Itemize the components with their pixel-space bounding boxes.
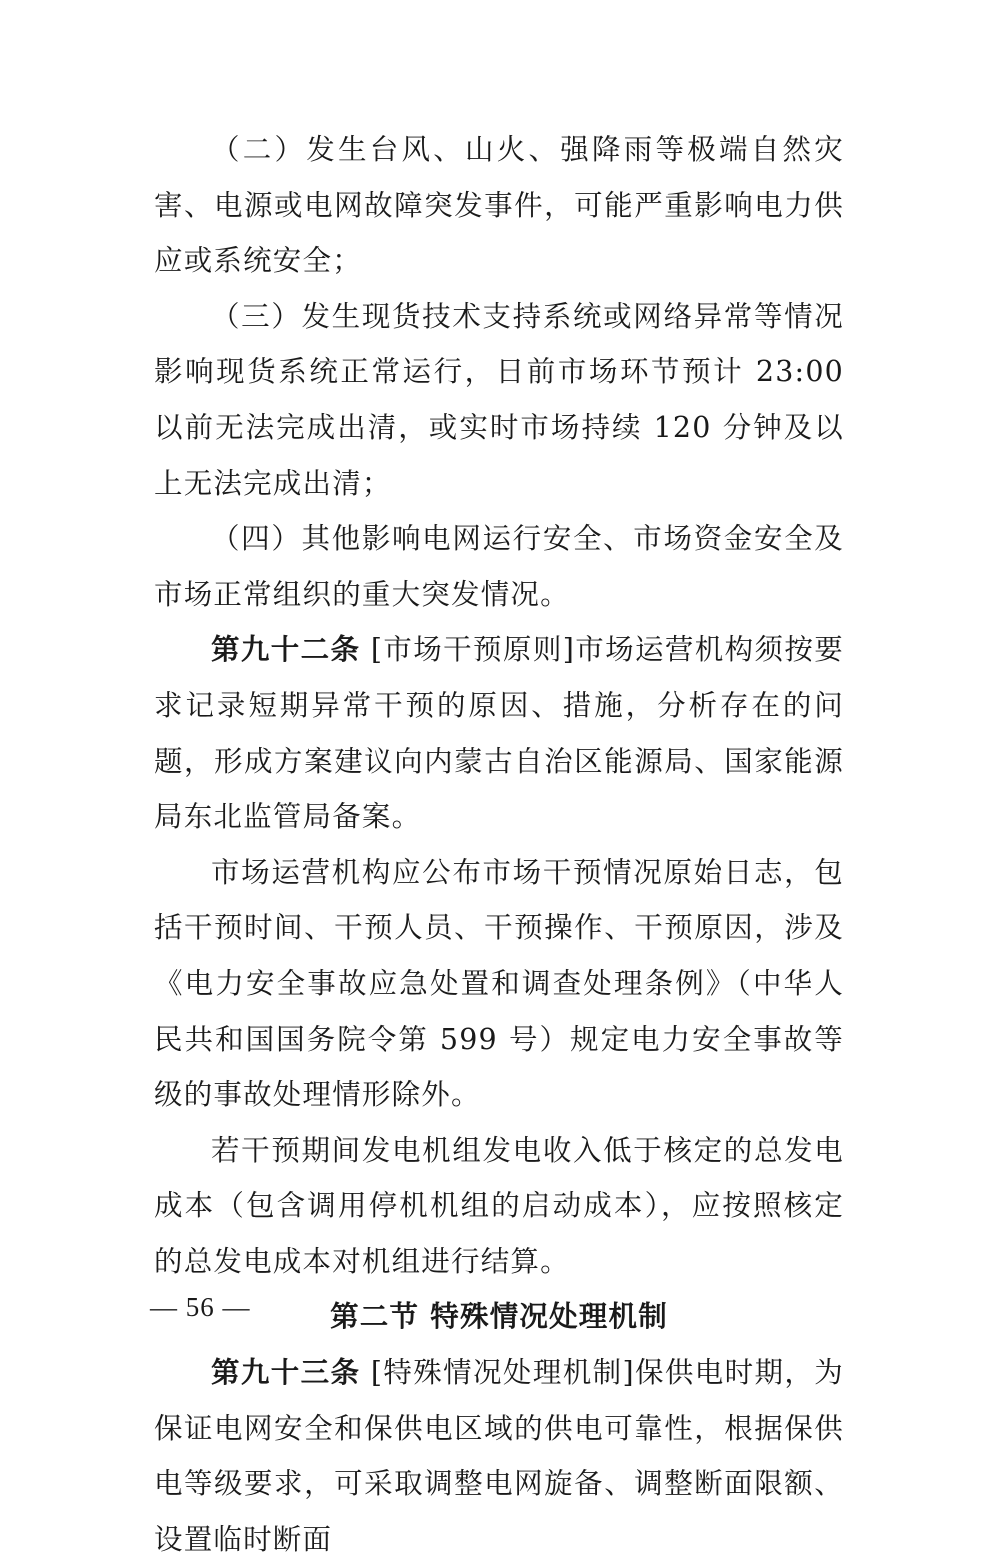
section-title: 第二节 特殊情况处理机制 xyxy=(330,1299,668,1334)
article-92-heading: 第九十二条 xyxy=(211,632,361,667)
article-92-body: [市场干预原则]市场运营机构须按要求记录短期异常干预的原因、措施，分析存在的问题，形成方案建议向内蒙古自治区能源局、国家能源局东北监管局备案。 xyxy=(154,633,844,834)
paragraph-item-4: （四）其他影响电网运行安全、市场资金安全及市场正常组织的重大突发情况。 xyxy=(154,522,844,611)
article-93 xyxy=(154,1345,844,1567)
document-body xyxy=(154,122,844,1567)
paragraph-item-2: （二）发生台风、山火、强降雨等极端自然灾害、电源或电网故障突发事件，可能严重影响电力供应或系统安全； xyxy=(154,133,844,278)
article-93-body: [特殊情况处理机制]保供电时期，为保证电网安全和保供电区域的供电可靠性，根据保供电等级要求，可采取调整电网旋备、调整断面限额、设置临时断面 xyxy=(154,1356,844,1556)
article-92-disclosure-paragraph: 市场运营机构应公布市场干预情况原始日志，包括干预时间、干预人员、干预操作、干预原因，涉及《电力安全事故应急处置和调查处理条例》（中华人民共和国国务院令第 599 号）规定电力安全事故等级的事故处理情形除外。 xyxy=(154,855,844,1112)
article-92 xyxy=(154,622,844,844)
article-92-settlement-paragraph: 若干预期间发电机组发电收入低于核定的总发电成本（包含调用停机机组的启动成本），应按照核定的总发电成本对机组进行结算。 xyxy=(154,1133,844,1278)
paragraph-item-3: （三）发生现货技术支持系统或网络异常等情况影响现货系统正常运行，日前市场环节预计 23:00 以前无法完成出清，或实时市场持续 120 分钟及以上无法完成出清； xyxy=(154,299,844,500)
article-93-heading: 第九十三条 xyxy=(211,1355,361,1390)
page-number: — 56 — xyxy=(150,1292,251,1322)
